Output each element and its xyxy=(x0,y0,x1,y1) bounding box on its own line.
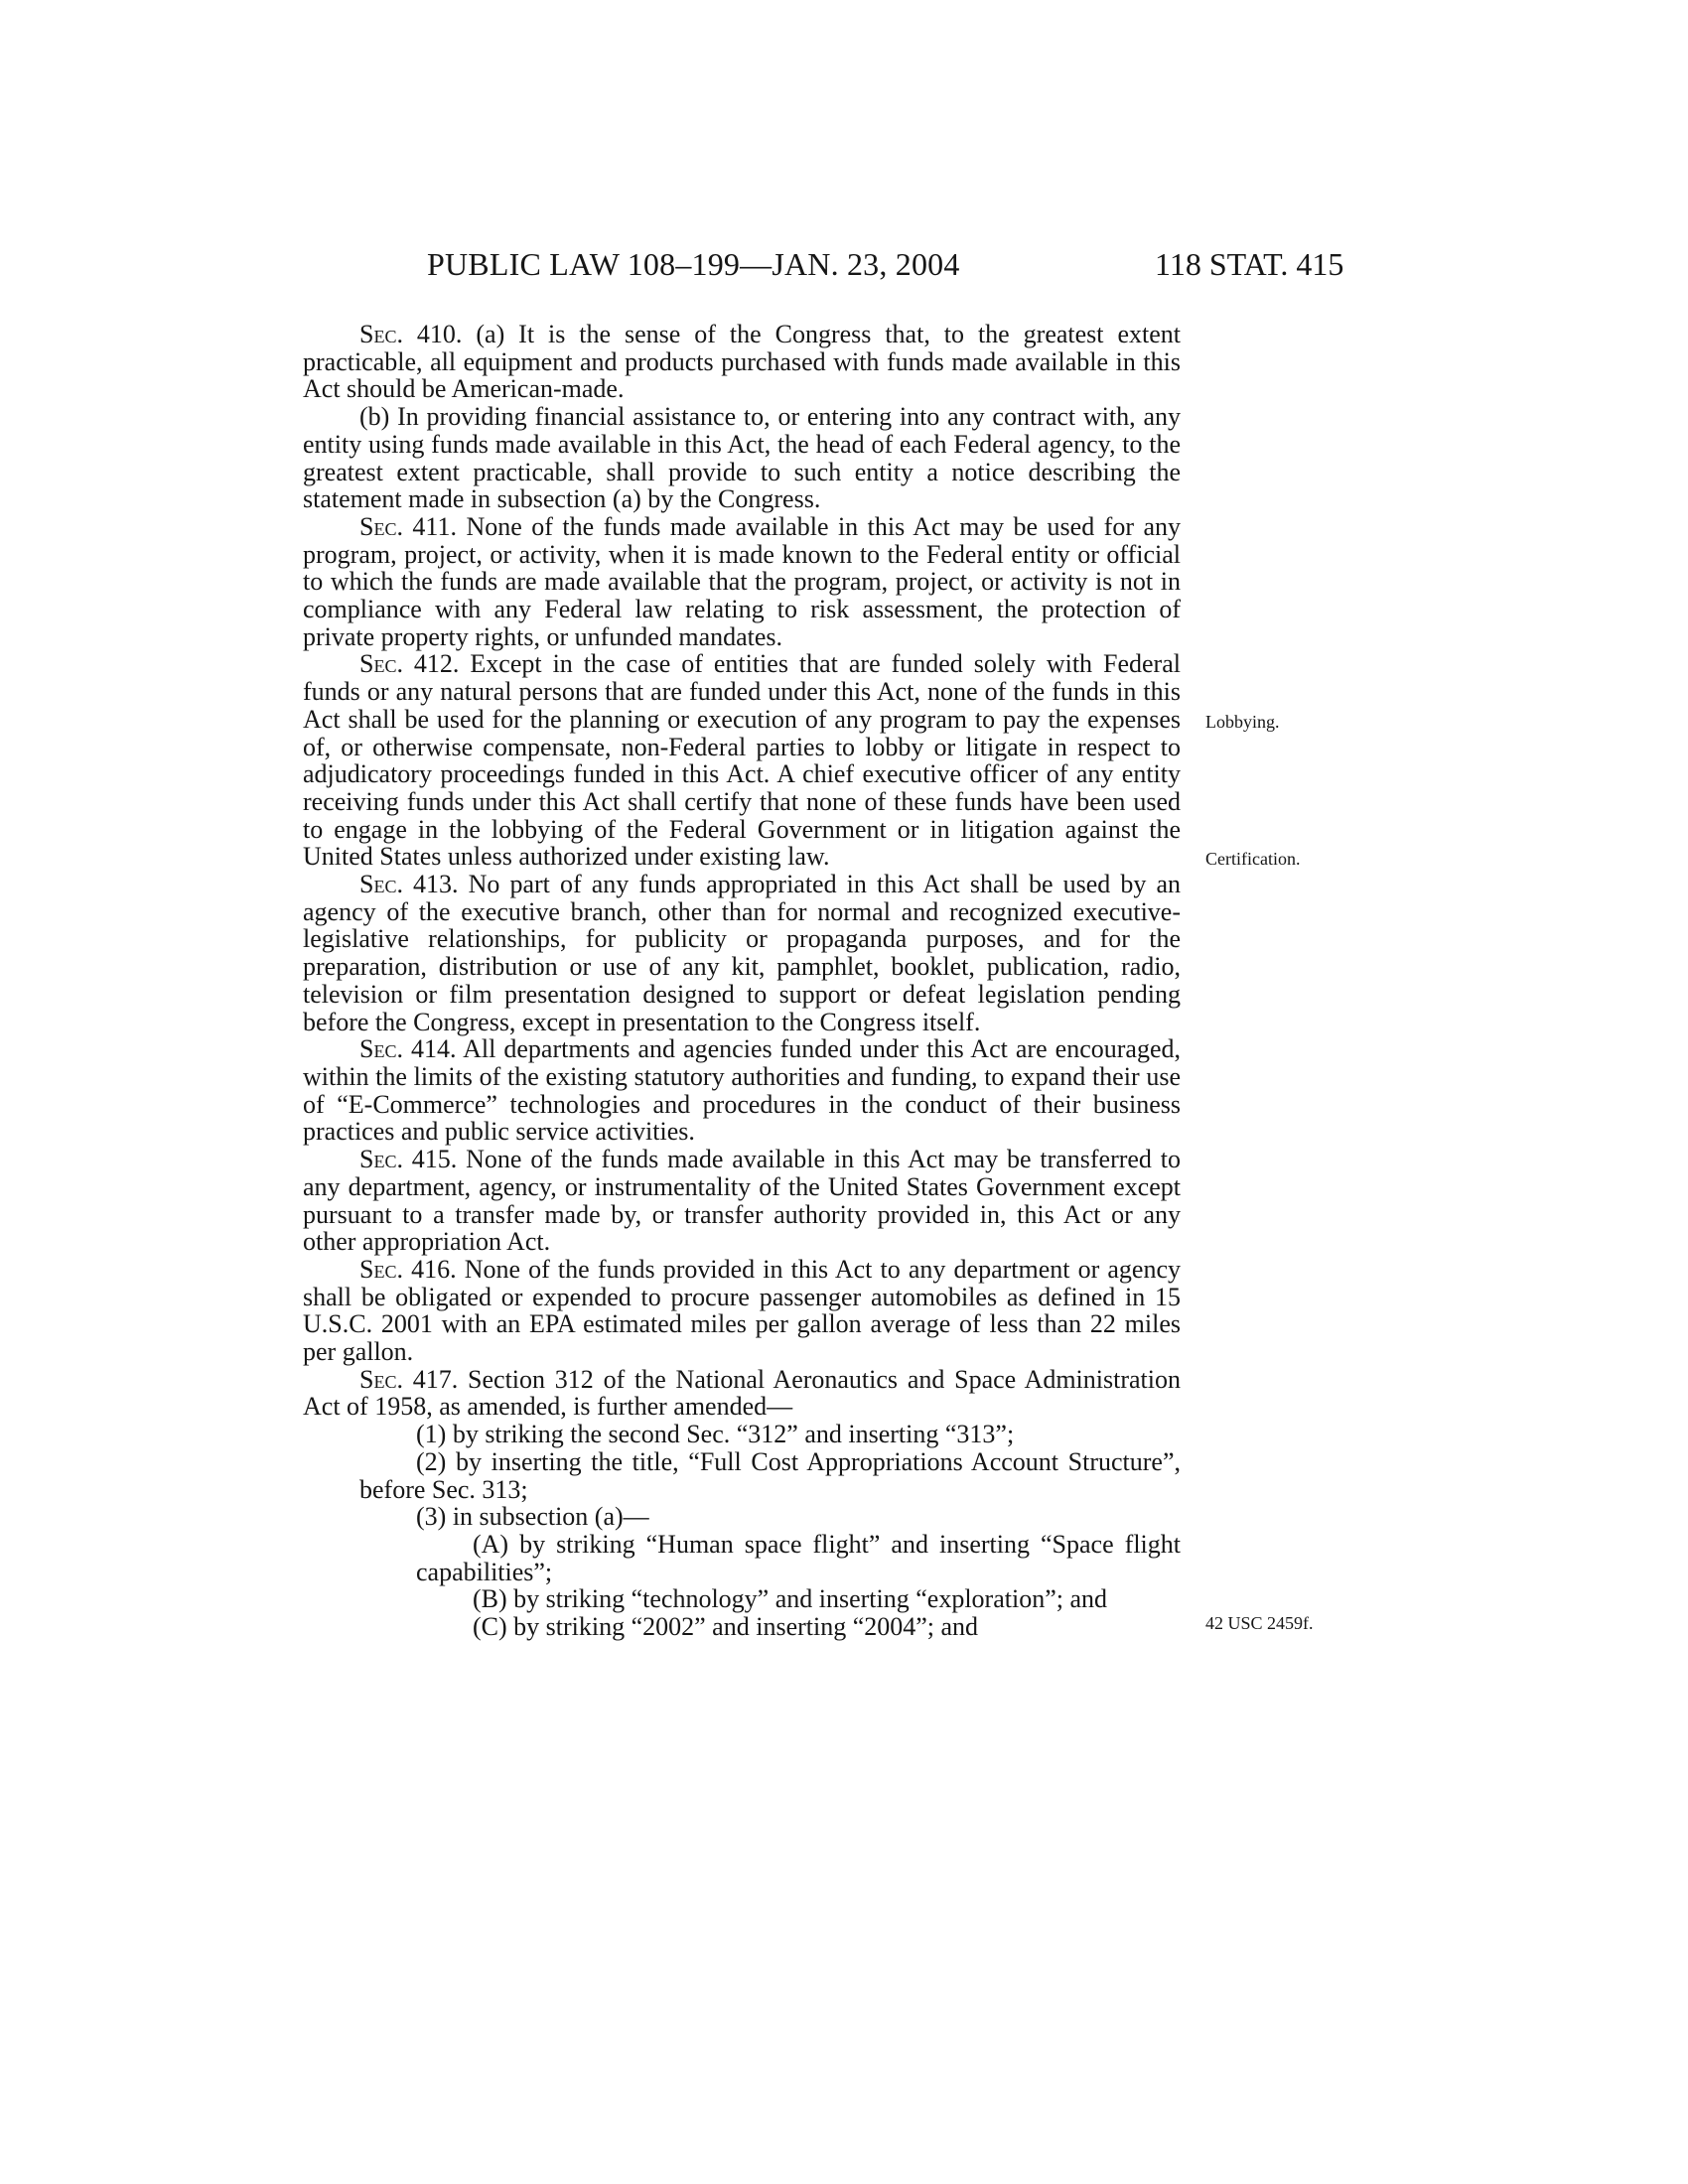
margin-note-lobbying: Lobbying. xyxy=(1205,712,1280,732)
section-text: None of the funds provided in this Act to any department or agency shall be obligated or expended to procure passenger automobiles as defined in 15 U.S.C. 2001 with an EPA estimated miles per gallon average of less than 22 miles per gallon. xyxy=(303,1254,1181,1367)
section-label: Sec. 413. xyxy=(359,870,459,899)
section-417-subparagraph-b: (B) by striking “technology” and inserting “exploration”; and xyxy=(473,1584,1107,1614)
section-label: Sec. 410. xyxy=(359,320,463,348)
section-text: All departments and agencies funded under this Act are encouraged, within the limits of the existing statutory authorities and funding, to expand their use of “E-Commerce” technologies and procedures in the conduct of their business practices and public service activities. xyxy=(303,1034,1181,1147)
section-417-paragraph-1: (1) by striking the second Sec. “312” and inserting “313”; xyxy=(416,1420,1015,1449)
statute-page-number: 118 STAT. 415 xyxy=(1155,246,1344,282)
section-414 xyxy=(303,1035,1181,1146)
section-label: Sec. 416. xyxy=(359,1254,457,1284)
section-417-subparagraph-c: (C) by striking “2002” and inserting “2004”; and xyxy=(473,1612,979,1642)
margin-note-certification: Certification. xyxy=(1205,849,1301,869)
section-410-b: (b) In providing financial assistance to, or entering into any contract with, any entity using funds made available in this Act, the head of each Federal agency, to the greatest extent practicable, shall provide to such entity a notice describing the statement made in subsection (a) by the Congress. xyxy=(303,402,1181,514)
section-label: Sec. 411. xyxy=(359,511,457,541)
section-label: Sec. 414. xyxy=(359,1034,457,1064)
section-416 xyxy=(303,1256,1181,1366)
section-label: Sec. 412. xyxy=(359,649,460,679)
section-417-paragraph-2: (2) by inserting the title, “Full Cost Appropriations Account Structure”, before Sec. 313; xyxy=(359,1446,1181,1504)
section-label: Sec. 415. xyxy=(359,1145,458,1174)
section-411 xyxy=(303,513,1181,651)
section-text: (a) It is the sense of the Congress that, to the greatest extent practicable, all equipment and products purchased with funds made available in this Act should be American-made. xyxy=(303,320,1181,404)
section-413 xyxy=(303,871,1181,1035)
section-text: None of the funds made available in this Act may be used for any program, project, or activity, when it is made known to the Federal entity or official to which the funds are made available that the program, project, or activity is not in compliance with any Federal law relating to risk assessment, the protection of private property rights, or unfunded mandates. xyxy=(303,511,1181,651)
section-417 xyxy=(303,1366,1181,1421)
page-header xyxy=(0,246,1688,286)
statute-body xyxy=(303,321,1181,1641)
section-417-paragraph-3: (3) in subsection (a)— xyxy=(416,1502,649,1532)
section-412 xyxy=(303,650,1181,871)
section-label: Sec. 417. xyxy=(359,1364,459,1394)
section-410-a xyxy=(303,321,1181,403)
section-text: None of the funds made available in this Act may be transferred to any department, agency, or instrumentality of the United States Government except pursuant to a transfer made by, or transfer authority provided in, this Act or any other appropriation Act. xyxy=(303,1145,1181,1257)
section-415 xyxy=(303,1146,1181,1256)
section-text: Section 312 of the National Aeronautics and Space Administration Act of 1958, as amended, is further amended— xyxy=(303,1364,1181,1422)
section-text: Except in the case of entities that are funded solely with Federal funds or any natural persons that are funded under this Act, none of the funds in this Act shall be used for the planning or execution of any program to pay the expenses of, or otherwise compensate, non-Federal parties to lobby or litigate in respect to adjudicatory proceedings funded in this Act. A chief executive officer of any entity receiving funds under this Act shall certify that none of these funds have been used to engage in the lobbying of the Federal Government or in litigation against the United States unless authorized under existing law. xyxy=(303,649,1181,872)
section-417-subparagraph-a: (A) by striking “Human space flight” and inserting “Space flight capabilities”; xyxy=(416,1529,1181,1586)
running-head-title: PUBLIC LAW 108–199—JAN. 23, 2004 xyxy=(427,246,960,282)
section-text: No part of any funds appropriated in this Act shall be used by an agency of the executive branch, other than for normal and recognized executive-legislative relationships, for publicity or propaganda purposes, and for the preparation, distribution or use of any kit, pamphlet, booklet, publication, radio, television or film presentation designed to support or defeat legislation pending before the Congress, except in presentation to the Congress itself. xyxy=(303,870,1181,1036)
margin-note-usc-citation: 42 USC 2459f. xyxy=(1205,1613,1314,1633)
